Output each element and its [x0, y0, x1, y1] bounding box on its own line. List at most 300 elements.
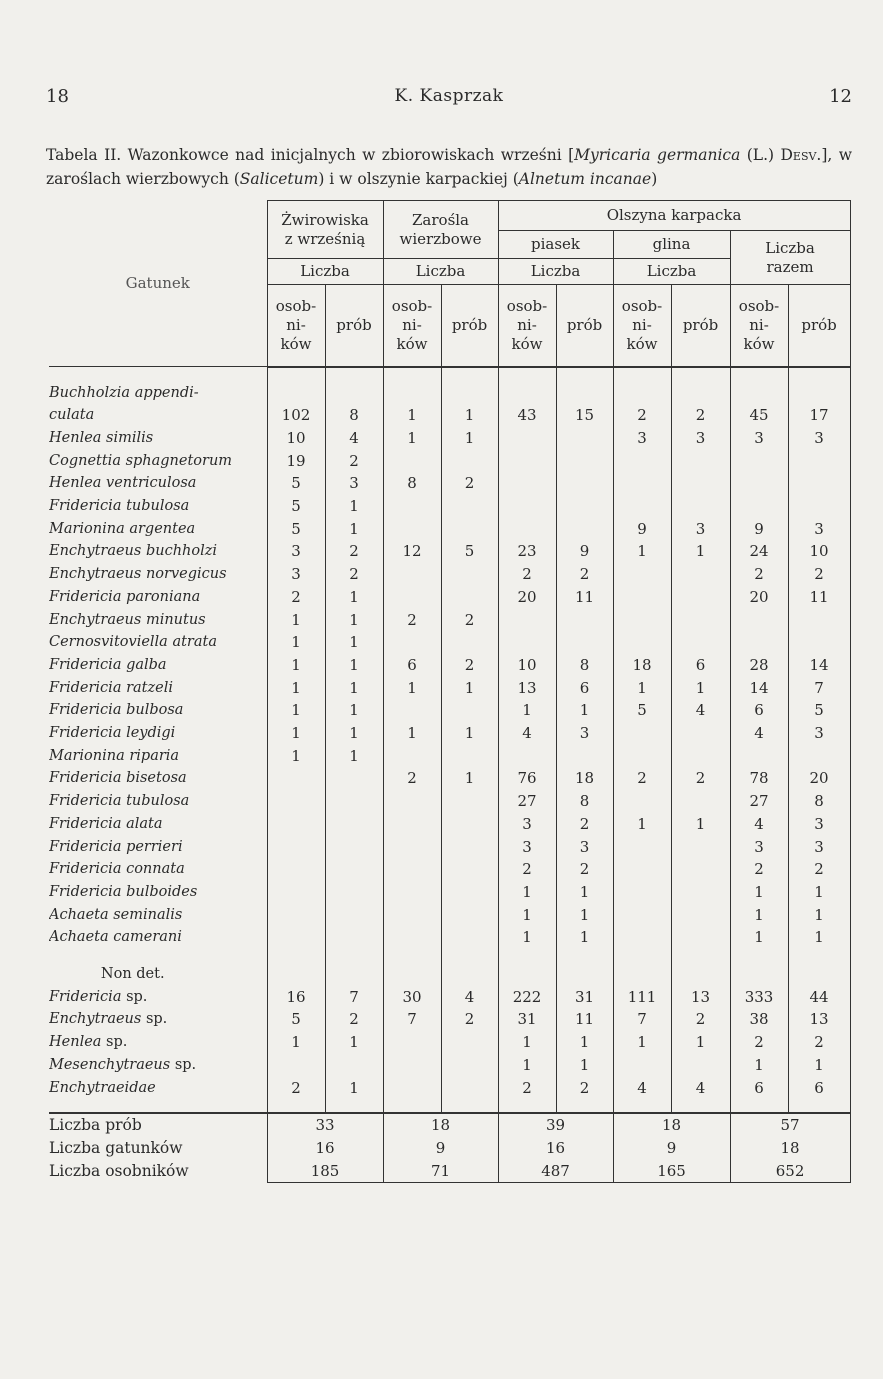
species-name: Fridericia leydigi [49, 722, 267, 745]
spacer-cell [49, 949, 267, 963]
summary-value: 18 [613, 1113, 730, 1137]
value-cell [383, 836, 441, 859]
value-cell: 2 [383, 767, 441, 790]
value-cell: 10 [498, 654, 556, 677]
value-cell [730, 963, 788, 986]
summary-value: 71 [383, 1160, 498, 1183]
value-cell: 7 [613, 1008, 671, 1031]
value-cell: 6 [671, 654, 730, 677]
value-cell [325, 904, 383, 927]
header-fragment: Zarośla [412, 210, 470, 229]
header-fragment: ni- [286, 315, 306, 334]
value-cell [267, 858, 325, 881]
col-header-osobnikow [267, 285, 325, 367]
spacer-cell [613, 1099, 671, 1113]
value-cell: 27 [498, 790, 556, 813]
value-cell [267, 881, 325, 904]
value-cell: 1 [498, 699, 556, 722]
value-cell [730, 472, 788, 495]
value-cell [383, 382, 441, 405]
value-cell: 1 [267, 631, 325, 654]
header-fragment: ków [280, 334, 312, 353]
value-cell [556, 518, 613, 541]
value-cell [671, 790, 730, 813]
value-cell [383, 586, 441, 609]
genus-label: Mesenchytraeus [49, 1056, 171, 1073]
value-cell [556, 382, 613, 405]
value-cell [671, 631, 730, 654]
value-cell [671, 563, 730, 586]
value-cell [498, 631, 556, 654]
spacer-cell [49, 367, 267, 382]
species-name: Fridericia tubulosa [49, 495, 267, 518]
value-cell: 1 [267, 1031, 325, 1054]
col-header-prob: prób [441, 285, 498, 367]
value-cell [788, 382, 850, 405]
spacer-cell [730, 949, 788, 963]
summary-value: 18 [383, 1113, 498, 1137]
caption-species: Myricaria germanica [574, 146, 741, 164]
value-cell: 14 [730, 677, 788, 700]
value-cell: 23 [498, 540, 556, 563]
summary-value: 16 [498, 1137, 613, 1160]
caption-text: ) [651, 170, 658, 188]
value-cell [325, 767, 383, 790]
spacer-cell [383, 367, 441, 382]
value-cell [383, 1031, 441, 1054]
value-cell [730, 745, 788, 768]
value-cell: 1 [441, 677, 498, 700]
value-cell [441, 790, 498, 813]
table-row [49, 404, 850, 427]
value-cell: 1 [267, 745, 325, 768]
col-header-prob: prób [671, 285, 730, 367]
value-cell: 2 [498, 858, 556, 881]
spacer-cell [325, 1099, 383, 1113]
value-cell [498, 518, 556, 541]
spacer-row [49, 367, 850, 382]
value-cell [671, 609, 730, 632]
value-cell [441, 382, 498, 405]
caption-alnetum: Alnetum incanae [518, 170, 652, 188]
table-row [49, 540, 850, 563]
value-cell: 3 [613, 427, 671, 450]
species-name: Enchytraeus norvegicus [49, 563, 267, 586]
value-cell: 20 [788, 767, 850, 790]
table-row [49, 767, 850, 790]
value-cell: 14 [788, 654, 850, 677]
species-table [49, 200, 851, 1183]
value-cell: 1 [788, 881, 850, 904]
table-row [49, 790, 850, 813]
value-cell: 1 [498, 926, 556, 949]
summary-value: 9 [383, 1137, 498, 1160]
value-cell: 13 [671, 986, 730, 1009]
value-cell: 1 [730, 1054, 788, 1077]
genus-label: Enchytraeidae [49, 1079, 156, 1096]
value-cell [498, 609, 556, 632]
value-cell [730, 450, 788, 473]
value-cell [613, 563, 671, 586]
summary-value: 652 [730, 1160, 850, 1183]
value-cell [325, 963, 383, 986]
value-cell [325, 790, 383, 813]
table-row [49, 926, 850, 949]
value-cell: 2 [441, 1008, 498, 1031]
value-cell: 1 [383, 404, 441, 427]
value-cell: 1 [556, 1054, 613, 1077]
spacer-cell [498, 949, 556, 963]
summary-value: 185 [267, 1160, 383, 1183]
page-header [46, 86, 852, 110]
value-cell [613, 858, 671, 881]
value-cell [556, 631, 613, 654]
spacer-cell [267, 367, 325, 382]
value-cell: 3 [788, 518, 850, 541]
value-cell [498, 450, 556, 473]
value-cell: 1 [730, 881, 788, 904]
value-cell: 9 [556, 540, 613, 563]
value-cell: 20 [498, 586, 556, 609]
value-cell [730, 382, 788, 405]
value-cell: 5 [267, 472, 325, 495]
value-cell: 333 [730, 986, 788, 1009]
value-cell: 2 [556, 1077, 613, 1100]
value-cell: 8 [556, 790, 613, 813]
spacer-cell [671, 949, 730, 963]
value-cell: 8 [556, 654, 613, 677]
value-cell: 78 [730, 767, 788, 790]
value-cell: 7 [788, 677, 850, 700]
value-cell: 18 [556, 767, 613, 790]
value-cell [671, 1054, 730, 1077]
value-cell: 19 [267, 450, 325, 473]
value-cell [498, 963, 556, 986]
value-cell [441, 450, 498, 473]
table-row [49, 722, 850, 745]
genus-suffix: sp. [170, 1056, 197, 1073]
value-cell: 3 [730, 836, 788, 859]
value-cell [267, 790, 325, 813]
value-cell [441, 836, 498, 859]
species-name: Cernosvitoviella atrata [49, 631, 267, 654]
value-cell [613, 631, 671, 654]
caption-author: Desv. [780, 146, 822, 164]
value-cell [441, 1031, 498, 1054]
value-cell: 6 [788, 1077, 850, 1100]
value-cell: 3 [267, 563, 325, 586]
value-cell: 1 [671, 813, 730, 836]
species-name: Fridericia perrieri [49, 836, 267, 859]
value-cell: 18 [613, 654, 671, 677]
species-name: Marionina riparia [49, 745, 267, 768]
value-cell [267, 904, 325, 927]
value-cell [383, 790, 441, 813]
value-cell: 11 [556, 1008, 613, 1031]
value-cell [788, 745, 850, 768]
value-cell: 30 [383, 986, 441, 1009]
value-cell [383, 1054, 441, 1077]
value-cell [613, 495, 671, 518]
value-cell: 1 [441, 722, 498, 745]
value-cell: 44 [788, 986, 850, 1009]
value-cell: 13 [498, 677, 556, 700]
header-fragment: ni- [517, 315, 537, 334]
value-cell: 3 [788, 836, 850, 859]
value-cell: 3 [671, 427, 730, 450]
spacer-cell [267, 1099, 325, 1113]
value-cell: 222 [498, 986, 556, 1009]
value-cell: 102 [267, 404, 325, 427]
table-row [49, 986, 850, 1009]
species-name: Fridericia tubulosa [49, 790, 267, 813]
genus-label: Fridericia [49, 988, 122, 1005]
value-cell [613, 963, 671, 986]
genus-name [49, 1054, 267, 1077]
value-cell: 1 [788, 1054, 850, 1077]
value-cell: 2 [325, 1008, 383, 1031]
value-cell [671, 881, 730, 904]
value-cell [671, 904, 730, 927]
value-cell [441, 858, 498, 881]
value-cell: 1 [325, 722, 383, 745]
table-row [49, 881, 850, 904]
header-fragment: wierzbowe [399, 229, 482, 248]
value-cell: 1 [730, 904, 788, 927]
value-cell: 3 [325, 472, 383, 495]
value-cell [613, 904, 671, 927]
value-cell: 3 [730, 427, 788, 450]
value-cell [498, 745, 556, 768]
table-row [49, 836, 850, 859]
summary-value: 487 [498, 1160, 613, 1183]
value-cell: 17 [788, 404, 850, 427]
value-cell [556, 745, 613, 768]
page-number-left: 18 [46, 86, 69, 107]
table-row [49, 631, 850, 654]
species-name: Achaeta camerani [49, 926, 267, 949]
value-cell [383, 813, 441, 836]
spacer-cell [788, 1099, 850, 1113]
genus-name [49, 986, 267, 1009]
value-cell: 1 [498, 881, 556, 904]
value-cell [788, 631, 850, 654]
species-name: Enchytraeus buchholzi [49, 540, 267, 563]
value-cell: 5 [441, 540, 498, 563]
value-cell: 1 [613, 813, 671, 836]
value-cell: 4 [441, 986, 498, 1009]
value-cell: 5 [267, 518, 325, 541]
value-cell: 1 [325, 1077, 383, 1100]
spacer-cell [49, 1099, 267, 1113]
value-cell: 1 [325, 654, 383, 677]
value-cell: 9 [730, 518, 788, 541]
spacer-cell [441, 1099, 498, 1113]
col-group-zwirowiska [267, 201, 383, 259]
value-cell: 3 [788, 427, 850, 450]
value-cell [441, 904, 498, 927]
header-fragment: osob- [391, 297, 433, 316]
value-cell: 3 [788, 813, 850, 836]
value-cell: 4 [498, 722, 556, 745]
summary-value: 16 [267, 1137, 383, 1160]
value-cell [267, 813, 325, 836]
value-cell: 13 [788, 1008, 850, 1031]
value-cell [441, 881, 498, 904]
value-cell: 2 [613, 767, 671, 790]
value-cell [671, 382, 730, 405]
value-cell: 2 [730, 1031, 788, 1054]
value-cell: 15 [556, 404, 613, 427]
table-row [49, 427, 850, 450]
value-cell: 2 [788, 563, 850, 586]
value-cell [730, 495, 788, 518]
value-cell: 2 [671, 1008, 730, 1031]
value-cell: 5 [267, 1008, 325, 1031]
species-name: Marionina argentea [49, 518, 267, 541]
col-group-zarosla [383, 201, 498, 259]
col-header-osobnikow [383, 285, 441, 367]
value-cell: 1 [267, 654, 325, 677]
running-head-author: K. Kasprzak [394, 86, 504, 106]
value-cell [325, 382, 383, 405]
value-cell: 20 [730, 586, 788, 609]
value-cell [671, 495, 730, 518]
value-cell [613, 450, 671, 473]
table-row [49, 472, 850, 495]
species-name: Buchholzia appendi- [49, 382, 267, 405]
spacer-cell [383, 1099, 441, 1113]
header-fragment: Liczba [765, 238, 815, 257]
value-cell [613, 881, 671, 904]
table-row [49, 677, 850, 700]
col-header-gatunek: Gatunek [49, 201, 267, 367]
col-header-osobnikow [613, 285, 671, 367]
value-cell: 2 [325, 450, 383, 473]
value-cell: 1 [613, 677, 671, 700]
value-cell: 4 [325, 427, 383, 450]
value-cell: 10 [267, 427, 325, 450]
non-det-row [49, 963, 850, 986]
value-cell [383, 450, 441, 473]
species-name: Cognettia sphagnetorum [49, 450, 267, 473]
value-cell: 1 [556, 699, 613, 722]
spacer-row [49, 1099, 850, 1113]
value-cell: 10 [788, 540, 850, 563]
value-cell [613, 1054, 671, 1077]
value-cell [613, 586, 671, 609]
value-cell [556, 450, 613, 473]
species-name: Fridericia connata [49, 858, 267, 881]
value-cell [383, 1077, 441, 1100]
col-header-osobnikow [730, 285, 788, 367]
species-name: Fridericia bisetosa [49, 767, 267, 790]
value-cell: 1 [325, 699, 383, 722]
summary-label: Liczba prób [49, 1113, 267, 1137]
spacer-cell [788, 367, 850, 382]
genus-suffix: sp. [141, 1011, 168, 1028]
spacer-cell [671, 367, 730, 382]
species-name: Enchytraeus minutus [49, 609, 267, 632]
value-cell: 5 [613, 699, 671, 722]
value-cell: 1 [441, 767, 498, 790]
value-cell: 8 [325, 404, 383, 427]
value-cell: 6 [556, 677, 613, 700]
value-cell: 24 [730, 540, 788, 563]
table-row [49, 586, 850, 609]
table-row [49, 1031, 850, 1054]
value-cell: 31 [498, 1008, 556, 1031]
spacer-cell [788, 949, 850, 963]
value-cell [441, 1077, 498, 1100]
header-fragment: ków [396, 334, 428, 353]
value-cell [613, 836, 671, 859]
value-cell [671, 926, 730, 949]
value-cell [498, 472, 556, 495]
value-cell: 1 [613, 540, 671, 563]
value-cell [325, 881, 383, 904]
species-name: Fridericia alata [49, 813, 267, 836]
header-fragment: osob- [621, 297, 663, 316]
spacer-cell [556, 949, 613, 963]
value-cell: 1 [556, 881, 613, 904]
spacer-cell [613, 367, 671, 382]
col-header-prob: prób [325, 285, 383, 367]
value-cell [788, 472, 850, 495]
spacer-cell [267, 949, 325, 963]
species-name: culata [49, 404, 267, 427]
value-cell: 1 [613, 1031, 671, 1054]
table-row [49, 518, 850, 541]
spacer-cell [325, 949, 383, 963]
value-cell: 2 [556, 563, 613, 586]
col-header-prob: prób [788, 285, 850, 367]
value-cell [441, 745, 498, 768]
value-cell [556, 472, 613, 495]
summary-row [49, 1160, 850, 1183]
species-name: Fridericia ratzeli [49, 677, 267, 700]
col-header-osobnikow [498, 285, 556, 367]
value-cell [613, 722, 671, 745]
value-cell [325, 926, 383, 949]
caption-text: (L.) [740, 146, 775, 164]
value-cell [383, 881, 441, 904]
value-cell: 1 [671, 1031, 730, 1054]
sub-header-liczba-razem [730, 231, 850, 285]
value-cell: 1 [383, 722, 441, 745]
value-cell: 4 [730, 722, 788, 745]
value-cell [383, 518, 441, 541]
value-cell: 2 [671, 767, 730, 790]
value-cell [441, 1054, 498, 1077]
table-row [49, 382, 850, 405]
value-cell [441, 926, 498, 949]
species-name: Fridericia bulbosa [49, 699, 267, 722]
species-name: Fridericia paroniana [49, 586, 267, 609]
value-cell: 38 [730, 1008, 788, 1031]
table-row [49, 609, 850, 632]
table-row [49, 1077, 850, 1100]
value-cell [267, 382, 325, 405]
value-cell [671, 963, 730, 986]
value-cell: 1 [498, 1031, 556, 1054]
value-cell [788, 963, 850, 986]
value-cell [383, 858, 441, 881]
species-name: Henlea similis [49, 427, 267, 450]
value-cell [498, 495, 556, 518]
header-fragment: z wrześnią [284, 229, 366, 248]
value-cell: 2 [671, 404, 730, 427]
